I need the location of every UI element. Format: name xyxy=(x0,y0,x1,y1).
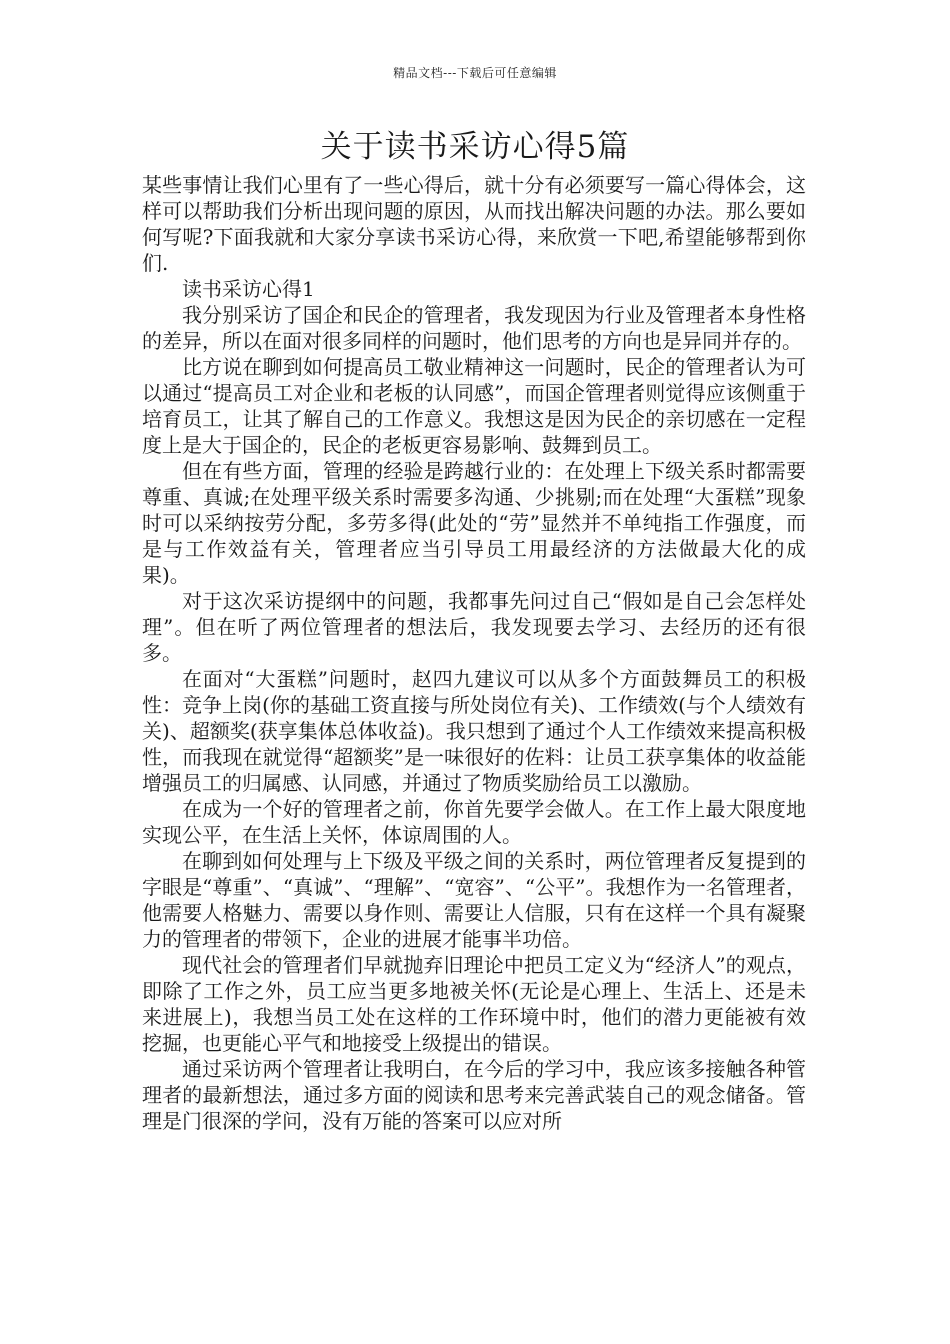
page-header: 精品文档---下载后可任意编辑 xyxy=(393,66,557,80)
body-paragraph: 在面对“大蛋糕”问题时，赵四九建议可以从多个方面鼓舞员工的积极性：竞争上岗(你的基础工资直接与所处岗位有关)、工作绩效(与个人绩效有关)、超额奖(获享集体总体收益)。我只想到了通过个人工作绩效来提高积极性，而我现在就觉得“超额奖”是一味很好的佐料：让员工获享集体的收益能增强员工的归属感、认同感，并通过了物质奖励给员工以激励。 xyxy=(142,667,806,795)
body-paragraph: 对于这次采访提纲中的问题，我都事先问过自己“假如是自己会怎样处理”。但在听了两位管理者的想法后，我发现要去学习、去经历的还有很多。 xyxy=(142,589,806,665)
body-paragraph: 我分别采访了国企和民企的管理者，我发现因为行业及管理者本身性格的差异，所以在面对很多同样的问题时，他们思考的方向也是异同并存的。 xyxy=(142,303,806,353)
body-paragraph: 在聊到如何处理与上下级及平级之间的关系时，两位管理者反复提到的字眼是“尊重”、“真诚”、“理解”、“宽容”、“公平”。我想作为一名管理者，他需要人格魅力、需要以身作则、需要让人信服，只有在这样一个具有凝聚力的管理者的带领下，企业的进展才能事半功倍。 xyxy=(142,849,806,951)
section-heading: 读书采访心得1 xyxy=(182,277,315,301)
document-title: 关于读书采访心得5篇 xyxy=(320,129,630,165)
document-body xyxy=(142,172,806,1134)
body-paragraph: 通过采访两个管理者让我明白，在今后的学习中，我应该多接触各种管理者的最新想法，通过多方面的阅读和思考来完善武装自己的观念储备。管理是门很深的学问，没有万能的答案可以应对所 xyxy=(142,1057,806,1133)
intro-paragraph: 某些事情让我们心里有了一些心得后，就十分有必须要写一篇心得体会，这样可以帮助我们分析出现问题的原因，从而找出解决问题的办法。那么要如何写呢?下面我就和大家分享读书采访心得，来欣赏一下吧,希望能够帮到你们. xyxy=(142,173,806,275)
body-paragraph: 比方说在聊到如何提高员工敬业精神这一问题时，民企的管理者认为可以通过“提高员工对企业和老板的认同感”，而国企管理者则觉得应该侧重于培育员工，让其了解自己的工作意义。我想这是因为民企的亲切感在一定程度上是大于国企的，民企的老板更容易影响、鼓舞到员工。 xyxy=(142,355,806,457)
body-paragraph: 但在有些方面，管理的经验是跨越行业的：在处理上下级关系时都需要尊重、真诚;在处理平级关系时需要多沟通、少挑剔;而在处理“大蛋糕”现象时可以采纳按劳分配，多劳多得(此处的“劳”显然并不单纯指工作强度，而是与工作效益有关，管理者应当引导员工用最经济的方法做最大化的成果)。 xyxy=(142,459,806,587)
body-paragraph: 在成为一个好的管理者之前，你首先要学会做人。在工作上最大限度地实现公平，在生活上关怀，体谅周围的人。 xyxy=(142,797,806,847)
body-paragraph: 现代社会的管理者们早就抛弃旧理论中把员工定义为“经济人”的观点，即除了工作之外，员工应当更多地被关怀(无论是心理上、生活上、还是未来进展上)，我想当员工处在这样的工作环境中时，他们的潜力更能被有效挖掘，也更能心平气和地接受上级提出的错误。 xyxy=(142,953,806,1055)
